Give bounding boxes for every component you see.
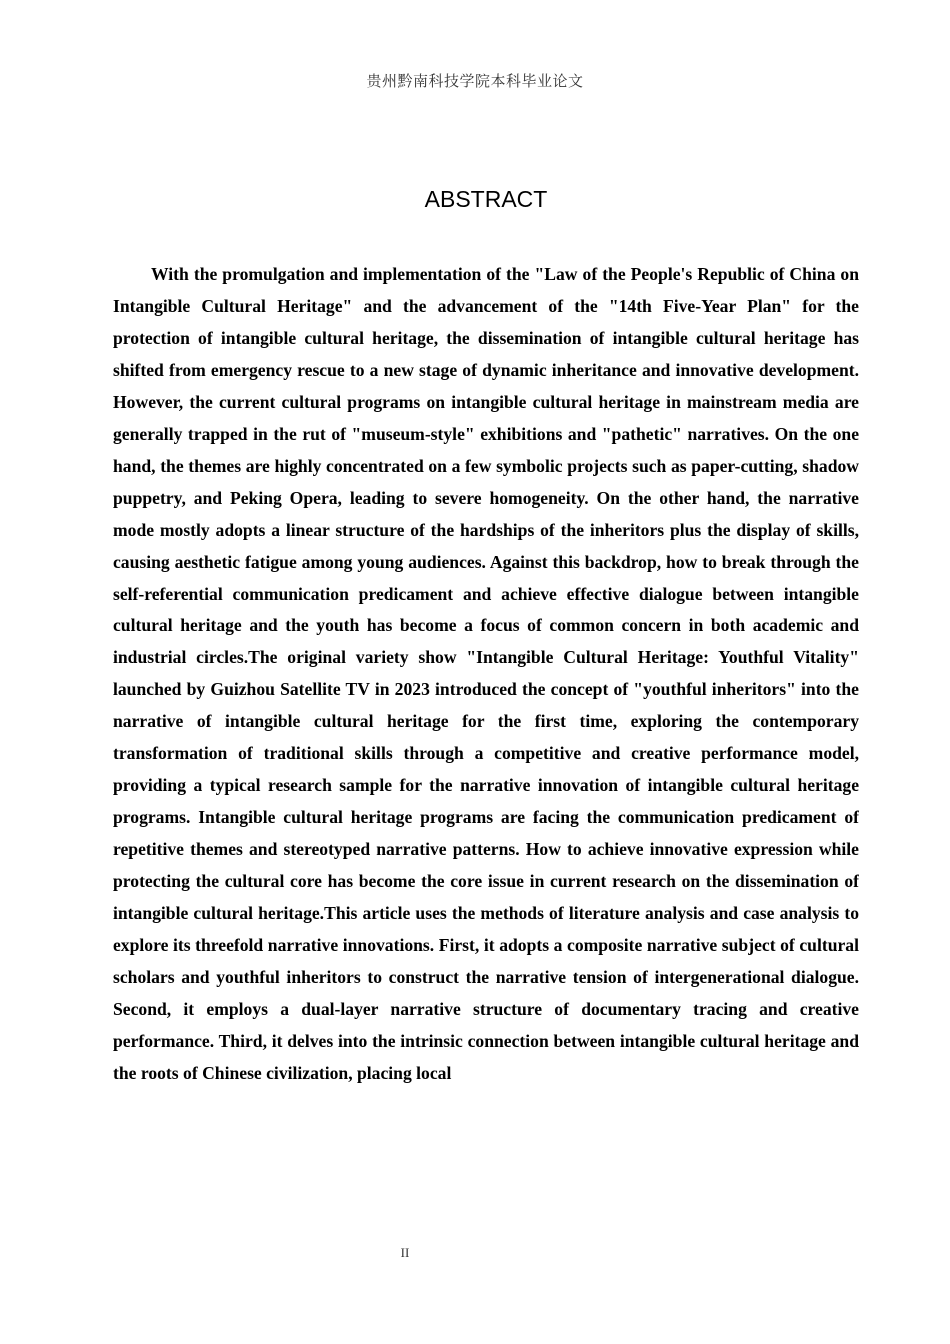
page-header: 贵州黔南科技学院本科毕业论文 (366, 72, 584, 90)
abstract-body: With the promulgation and implementation of the "Law of the People's Republic of China on Intangible Cultural Heritage" and the advancement of the "14th Five-Year Plan" for the protection of intangible cultural heritage, the dissemination of intangible cultural heritage has shifted from emergency rescue to a new stage of dynamic inheritance and innovative development. However, the current cultural programs on intangible cultural heritage in mainstream media are generally trapped in the rut of "museum-style" exhibitions and "pathetic" narratives. On the one hand, the themes are highly concentrated on a few symbolic projects such as paper-cutting, shadow puppetry, and Peking Opera, leading to severe homogeneity. On the other hand, the narrative mode mostly adopts a linear structure of the hardships of the inheritors plus the display of skills, causing aesthetic fatigue among young audiences. Against this backdrop, how to break through the self-referential communication predicament and achieve effective dialogue between intangible cultural heritage and the youth has become a focus of common concern in both academic and industrial circles.The original variety show "Intangible Cultural Heritage: Youthful Vitality" launched by Guizhou Satellite TV in 2023 introduced the concept of "youthful inheritors" into the narrative of intangible cultural heritage for the first time, exploring the contemporary transformation of traditional skills through a competitive and creative performance model, providing a typical research sample for the narrative innovation of intangible cultural heritage programs. Intangible cultural heritage programs are facing the communication predicament of repetitive themes and stereotyped narrative patterns. How to achieve innovative expression while protecting the cultural core has become the core issue in current research on the dissemination of intangible cultural heritage.This article uses the methods of literature analysis and case analysis to explore its threefold narrative innovations. First, it adopts a composite narrative subject of cultural scholars and youthful inheritors to construct the narrative tension of intergenerational dialogue. Second, it employs a dual-layer narrative structure of documentary tracing and creative performance. Third, it delves into the intrinsic connection between intangible cultural heritage and the roots of Chinese civilization, placing local (113, 264, 859, 1083)
abstract-title: ABSTRACT (424, 186, 548, 212)
page-number: II (400, 1245, 410, 1260)
